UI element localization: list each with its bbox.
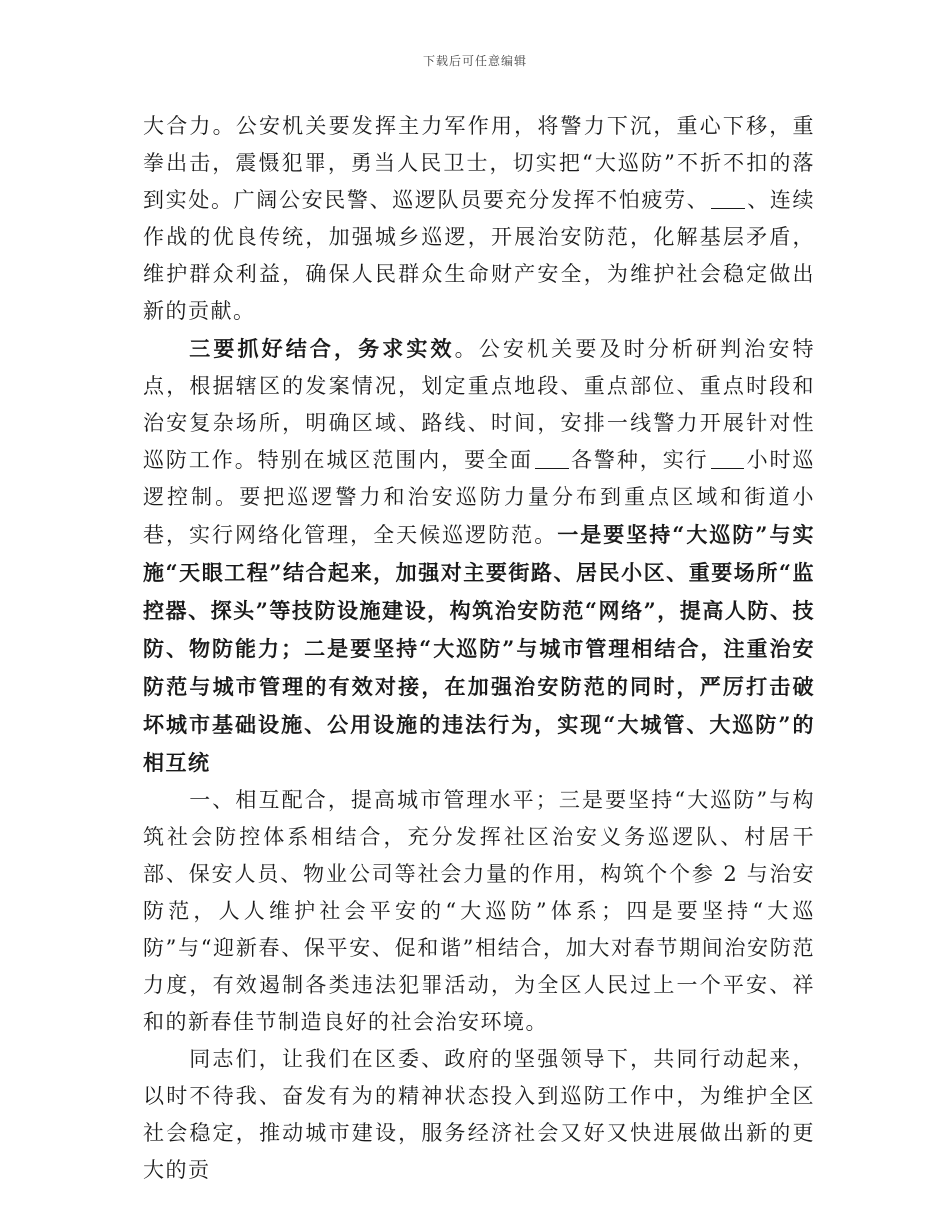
- paragraph-2-lead: 三要抓好结合，务求实效: [189, 336, 455, 361]
- paragraph-3: 一、相互配合，提高城市管理水平；三是要坚持“大巡防”与构筑社会防控体系相结合，充分发挥社区治安义务巡逻队、村居干部、保安人员、物业公司等社会力量的作用，构筑个个参 2 与治安防范，人人维护社会平安的“大巡防”体系；四是要坚持“大巡防”与“迎新春、保平安、促和谐”相结合，加大对春节期间治安防范力度，有效遏制各类违法犯罪活动，为全区人民过上一个平安、祥和的新春佳节制造良好的社会治安环境。: [143, 788, 815, 1034]
- paragraph-1: [143, 108, 815, 330]
- paragraph-1-text-a: 大合力。公安机关要发挥主力军作用，将警力下沉，重心下移，重拳出击，震慑犯罪，勇当人民卫士，切实把“大巡防”不折不扣的落到实处。广阔公安民警、巡逻队员要充分发挥不怕疲劳、: [143, 114, 815, 212]
- page-header: 下载后可任意编辑: [422, 54, 527, 68]
- fill-blank: [535, 447, 569, 469]
- paragraph-2-text-b: 各警种，实行: [570, 448, 709, 472]
- paragraph-2-text-c: 小时巡逻控制。要把巡逻警力和治安巡防力量分布到重点区域和街道小巷，实行网络化管理，全天候巡逻防范。: [143, 448, 815, 547]
- paragraph-2: [143, 330, 815, 782]
- paragraph-2-text-a: 。公安机关要及时分析研判治安特点，根据辖区的发案情况，划定重点地段、重点部位、重点时段和治安复杂场所，明确区域、路线、时间，安排一线警力开展针对性巡防工作。特别在城区范围内，要全面: [143, 337, 816, 472]
- fill-blank: [711, 187, 745, 209]
- fill-blank: [711, 447, 745, 469]
- paragraph-1-text-b: 、连续作战的优良传统，加强城乡巡逻，开展治安防范，化解基层矛盾，维护群众利益，确保人民群众生命财产安全，为维护社会稳定做出新的贡献。: [143, 188, 816, 323]
- document-body: [143, 108, 815, 1189]
- paragraph-4: 同志们，让我们在区委、政府的坚强领导下，共同行动起来，以时不待我、奋发有为的精神状态投入到巡防工作中，为维护全区社会稳定，推动城市建设，服务经济社会又好又快进展做出新的更大的贡: [143, 1047, 815, 1182]
- paragraph-2-bold-tail: 一是要坚持“大巡防”与实施“天眼工程”结合起来，加强对主要街路、居民小区、重要场所“监控器、探头”等技防设施建设，构筑治安防范“网络”，提高人防、技防、物防能力；二是要坚持“大巡防”与城市管理相结合，注重治安防范与城市管理的有效对接，在加强治安防范的同时，严厉打击破坏城市基础设施、公用设施的违法行为，实现“大城管、大巡防”的相互统: [143, 522, 815, 775]
